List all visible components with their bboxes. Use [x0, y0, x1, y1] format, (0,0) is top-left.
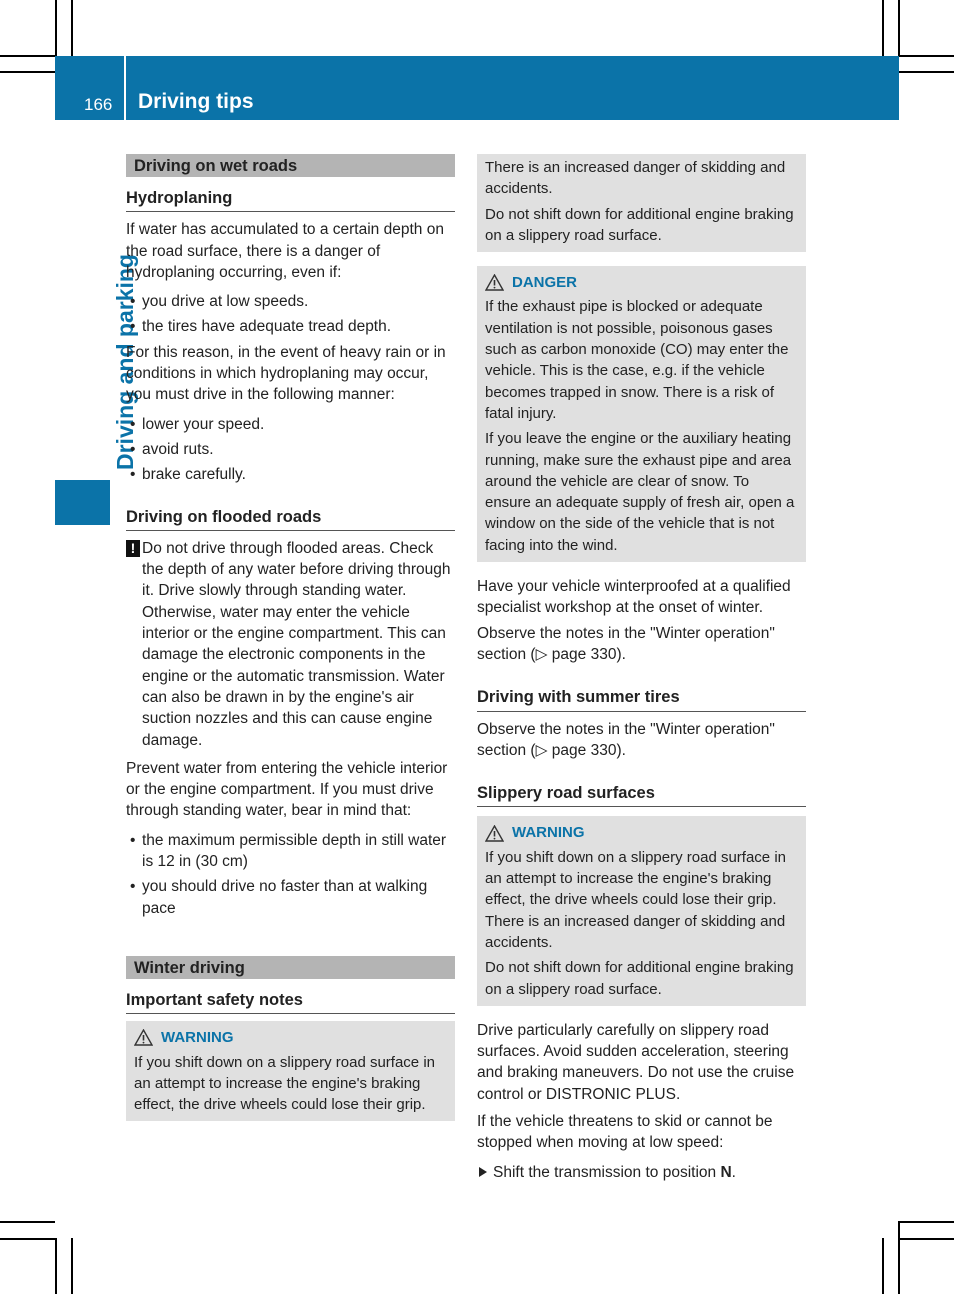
list-item: • avoid ruts. [126, 439, 455, 460]
crop-mark [0, 1221, 55, 1223]
subheading-summer-tires: Driving with summer tires [477, 687, 806, 711]
danger-label: DANGER [512, 274, 578, 292]
warning-triangle-icon [485, 825, 504, 842]
box-paragraph: If the exhaust pipe is blocked or adequate ventilation is not possible, poisonous gases such as carbon monoxide (CO) may enter the vehicle. This is the case, e.g. if the vehicle becomes trapped in snow. There is a risk of fatal injury. [485, 298, 789, 422]
subheading-hydroplaning: Hydroplaning [126, 188, 455, 212]
list-item: • brake carefully. [126, 464, 455, 485]
paragraph: Observe the notes in the "Winter operation" section (▷ page 330). [477, 720, 775, 759]
list-item: • the tires have adequate tread depth. [126, 316, 455, 337]
page-number: 166 [84, 95, 113, 114]
crop-mark [899, 55, 954, 57]
danger-title [485, 272, 798, 293]
side-tab-background [55, 120, 110, 480]
note [126, 538, 455, 751]
crop-mark [0, 71, 55, 73]
crop-mark [882, 0, 884, 56]
box-paragraph: Do not shift down for additional engine braking on a slippery road surface. [485, 205, 794, 244]
crop-mark [71, 0, 73, 56]
danger-box [477, 266, 806, 562]
crop-mark [899, 1238, 954, 1240]
paragraph: If the vehicle threatens to skid or cannot be stopped when moving at low speed: [477, 1112, 773, 1152]
list-item: • lower your speed. [126, 414, 455, 435]
crop-mark [55, 1238, 57, 1294]
box-paragraph: If you shift down on a slippery road surface in an attempt to increase the engine's braking effect, the drive wheels could lose their grip. There is an increased danger of skidding and accidents. [485, 848, 786, 951]
warning-triangle-icon [485, 274, 504, 291]
instruction-step [477, 1162, 806, 1183]
warning-title [485, 822, 798, 843]
warning-box [126, 1021, 455, 1121]
exclamation-icon: ! [126, 540, 140, 557]
box-paragraph: Do not shift down for additional engine braking on a slippery road surface. [485, 959, 794, 998]
warning-title [134, 1027, 447, 1048]
crop-mark [882, 1238, 884, 1294]
box-paragraph: If you leave the engine or the auxiliary heating running, make sure the exhaust pipe and area around the vehicle are clear of snow. To ensure an adequate supply of fresh air, open a window on the side of the vehicle that is not facing into the wind. [485, 430, 795, 554]
header-divider [124, 56, 126, 120]
list-item: • the maximum permissible depth in still water is 12 in (30 cm) [126, 830, 455, 873]
warning-label: WARNING [512, 824, 585, 842]
subheading-flooded-roads: Driving on flooded roads [126, 507, 455, 531]
section-heading-winter: Winter driving [126, 956, 455, 979]
subheading-slippery-roads: Slippery road surfaces [477, 783, 806, 807]
crop-mark [0, 55, 55, 57]
paragraph: For this reason, in the event of heavy rain or in conditions in which hydroplaning may occur, you must drive in the following manner: [126, 343, 446, 404]
paragraph: Drive particularly carefully on slippery road surfaces. Avoid sudden acceleration, steering and braking maneuvers. Do not use the cruise control or DISTRONIC PLUS. [477, 1021, 795, 1103]
warning-text: If you shift down on a slippery road surface in an attempt to increase the engine's braking effect, the drive wheels could lose their grip. [134, 1053, 435, 1114]
warning-triangle-icon [134, 1029, 153, 1046]
warning-box-continued [477, 154, 806, 252]
crop-mark [0, 1238, 55, 1240]
paragraph: Have your vehicle winterproofed at a qualified specialist workshop at the onset of winter. [477, 578, 791, 617]
left-column [126, 154, 455, 1121]
crop-mark [899, 1221, 954, 1223]
paragraph: Prevent water from entering the vehicle interior or the engine compartment. If you must drive through standing water, bear in mind that: [126, 759, 448, 820]
crop-mark [71, 1238, 73, 1294]
subheading-safety-notes: Important safety notes [126, 990, 455, 1014]
list-item: • you drive at low speeds. [126, 291, 455, 312]
note-text: Do not drive through flooded areas. Check the depth of any water before driving through it. Drive slowly through standing water. Otherwise, water may enter the vehicle interior or the engine compartment. This can damage the electronic components in the engine or the automatic transmission. Water can also be drawn in by the engine's air suction nozzles and this can cause engine damage. [142, 539, 451, 749]
page-title: Driving tips [138, 90, 254, 113]
box-paragraph: There is an increased danger of skidding and accidents. [485, 159, 786, 198]
crop-mark [898, 1221, 900, 1294]
crop-mark [898, 0, 900, 56]
list-item: • you should drive no faster than at walking pace [126, 876, 455, 919]
crop-mark [899, 71, 954, 73]
paragraph: If water has accumulated to a certain depth on the road surface, there is a danger of hydroplaning occurring, even if: [126, 221, 444, 281]
side-tab-label: Driving and parking [112, 254, 138, 470]
section-heading-wet-roads: Driving on wet roads [126, 154, 455, 177]
step-position: N [720, 1163, 732, 1181]
right-column [477, 154, 806, 1183]
warning-box [477, 816, 806, 1005]
crop-mark [55, 0, 57, 56]
step-text: Shift the transmission to position [493, 1163, 721, 1181]
step-end: . [731, 1163, 736, 1181]
warning-label: WARNING [161, 1029, 234, 1047]
paragraph: Observe the notes in the "Winter operation" section (▷ page 330). [477, 624, 775, 663]
